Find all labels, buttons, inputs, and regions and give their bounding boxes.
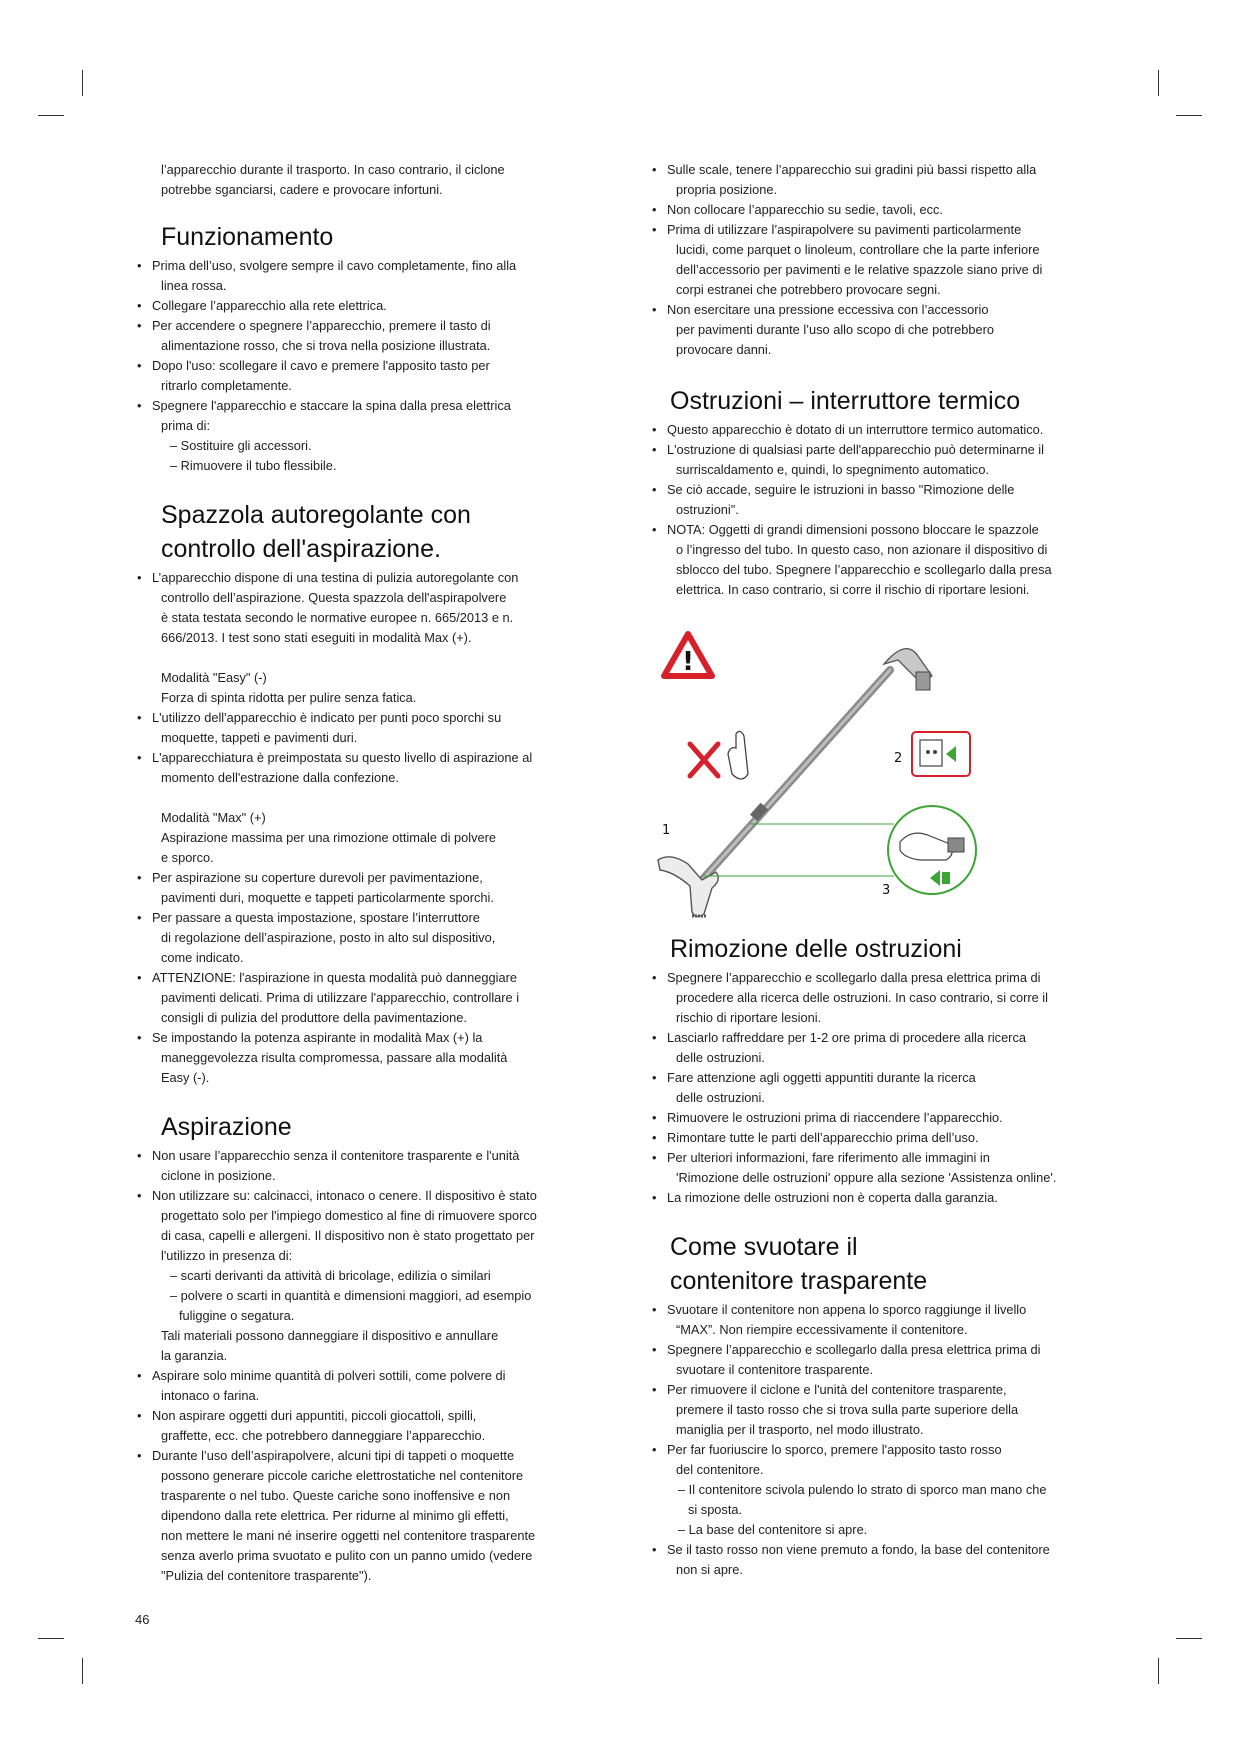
text-line: possono generare piccole cariche elettrostatiche nel contenitore — [161, 1468, 524, 1483]
right-column — [650, 160, 1105, 1580]
text-line: propria posizione. — [676, 182, 778, 197]
text-line: intonaco o farina. — [161, 1388, 260, 1403]
prohibited-hand-icon — [690, 731, 748, 779]
figure-label-1: 1 — [662, 823, 671, 838]
text-line: 666/2013. I test sono stati eseguiti in modalità Max (+). — [161, 630, 472, 645]
crop-mark — [1158, 1658, 1159, 1684]
bullet-list — [650, 1300, 1105, 1480]
heading-line: Spazzola autoregolante con — [161, 501, 471, 529]
list-item — [650, 1540, 1105, 1580]
list-item — [650, 1188, 1105, 1208]
list-item — [135, 396, 595, 436]
text-line: trasparente o nel tubo. Queste cariche sono inoffensive e non — [161, 1488, 511, 1503]
text-line: • NOTA: Oggetti di grandi dimensioni possono bloccare le spazzole — [667, 522, 1039, 537]
bullet-list — [135, 868, 595, 1088]
section-heading: Rimozione delle ostruzioni — [670, 935, 962, 963]
mode-easy-description: Forza di spinta ridotta per pulire senza fatica. — [161, 690, 417, 705]
text-line: progettato solo per l'impiego domestico al fine di rimuovere sporco — [161, 1208, 537, 1223]
text-line: per pavimenti durante l’uso allo scopo di che potrebbero — [676, 322, 994, 337]
section-heading: Ostruzioni – interruttore termico — [670, 387, 1021, 415]
list-item — [650, 1148, 1105, 1188]
bullet-list — [135, 568, 595, 648]
text-line: • Sulle scale, tenere l’apparecchio sui gradini più bassi rispetto alla — [667, 162, 1037, 177]
text-line: come indicato. — [161, 950, 244, 965]
unplug-icon — [912, 732, 970, 776]
sub-list — [650, 1480, 1105, 1540]
text-line: • Spegnere l’apparecchio e scollegarlo dalla presa elettrica prima di — [667, 970, 1041, 985]
text-line: l’apparecchio durante il trasporto. In caso contrario, il ciclone — [161, 162, 505, 177]
text-line: Easy (-). — [161, 1070, 210, 1085]
text-line: • Non utilizzare su: calcinacci, intonaco o cenere. Il dispositivo è stato — [152, 1188, 537, 1203]
section-aspirazione — [135, 1110, 595, 1586]
text-line: non mettere le mani né inserire oggetti nel contenitore trasparente — [161, 1528, 536, 1543]
text-line: lucidi, come parquet o linoleum, controllare che la parte inferiore — [676, 242, 1040, 257]
text-line: • Se ciò accade, seguire le istruzioni in basso "Rimozione delle — [667, 482, 1015, 497]
text-line: • Collegare l’apparecchio alla rete elettrica. — [152, 298, 387, 313]
sub-list — [135, 436, 595, 476]
list-item — [135, 1186, 595, 1266]
figure-label-2: 2 — [894, 751, 903, 766]
text-line: provocare danni. — [676, 342, 772, 357]
text-line: surriscaldamento e, quindi, lo spegnimento automatico. — [676, 462, 989, 477]
text-line: procedere alla ricerca delle ostruzioni. In caso contrario, si corre il — [676, 990, 1048, 1005]
text-line: dipendono dalla rete elettrica. Per ridurne al minimo gli effetti, — [161, 1508, 509, 1523]
crop-mark — [82, 70, 83, 96]
floor-nozzle — [658, 857, 718, 917]
text-line: • Per rimuovere il ciclone e l'unità del contenitore trasparente, — [667, 1382, 1007, 1397]
text-line: • La rimozione delle ostruzioni non è coperta dalla garanzia. — [667, 1190, 998, 1205]
mode-easy-heading: Modalità "Easy" (-) — [161, 670, 267, 685]
section-ostruzioni — [650, 384, 1105, 600]
text-line: corpi estranei che potrebbero provocare segni. — [676, 282, 941, 297]
bullet-list — [135, 1366, 595, 1586]
sub-item: – Il contenitore scivola pulendo lo strato di sporco man mano che — [678, 1482, 1047, 1497]
illustration-svg — [650, 624, 1105, 924]
text-line: pavimenti delicati. Prima di utilizzare l'apparecchio, controllare i — [161, 990, 520, 1005]
crop-mark — [1176, 1638, 1202, 1639]
figure-label-3: 3 — [882, 883, 891, 898]
crop-mark — [82, 1658, 83, 1684]
text-line: di casa, capelli e allergeni. Il dispositivo non è stato progettato per — [161, 1228, 535, 1243]
list-item — [650, 220, 1105, 300]
text-line: moquette, tappeti e pavimenti duri. — [161, 730, 358, 745]
text-line: • Non usare l’apparecchio senza il contenitore trasparente e l'unità — [152, 1148, 520, 1163]
section-heading: Funzionamento — [161, 223, 334, 251]
list-item — [650, 1028, 1105, 1068]
list-item — [650, 520, 1105, 600]
section-heading — [670, 1230, 1105, 1298]
text-line: • L'utilizzo dell'apparecchio è indicato per punti poco sporchi su — [152, 710, 502, 725]
bullet-list — [650, 160, 1105, 360]
list-item — [650, 1068, 1105, 1108]
text-line: maneggevolezza risulta compromessa, passare alla modalità — [161, 1050, 508, 1065]
section-heading: Aspirazione — [161, 1113, 292, 1141]
warning-mark: ! — [682, 647, 694, 677]
text-line: • Spegnere l’apparecchio e scollegarlo dalla presa elettrica prima di — [667, 1342, 1041, 1357]
text-line: del contenitore. — [676, 1462, 764, 1477]
text-line: controllo dell’aspirazione. Questa spazzola dell'aspirapolvere — [161, 590, 507, 605]
text-line: premere il tasto rosso che si trova sulla parte superiore della — [676, 1402, 1019, 1417]
text-line: • Aspirare solo minime quantità di polveri sottili, come polvere di — [152, 1368, 506, 1383]
text-line: sblocco del tubo. Spegnere l’apparecchio e scollegarlo dalla presa — [676, 562, 1052, 577]
sub-item: – Rimuovere il tubo flessibile. — [170, 458, 337, 473]
sub-item: – La base del contenitore si apre. — [678, 1522, 868, 1537]
text-line: • Se impostando la potenza aspirante in modalità Max (+) la — [152, 1030, 483, 1045]
text-line: e sporco. — [161, 850, 214, 865]
list-item — [650, 1108, 1105, 1128]
crop-mark — [38, 115, 64, 116]
text-line: • Questo apparecchio è dotato di un interruttore termico automatico. — [667, 422, 1044, 437]
sub-list — [135, 1266, 595, 1326]
page-number: 46 — [135, 1612, 150, 1627]
list-item — [650, 1340, 1105, 1380]
text-line: “MAX”. Non riempire eccessivamente il contenitore. — [676, 1322, 968, 1337]
sub-item: fuliggine o segatura. — [179, 1308, 295, 1323]
bullet-list — [135, 1146, 595, 1266]
text-line: Tali materiali possono danneggiare il dispositivo e annullare — [161, 1328, 499, 1343]
text-line: Aspirazione massima per una rimozione ottimale di polvere — [161, 830, 497, 845]
text-line: • Non collocare l’apparecchio su sedie, tavoli, ecc. — [667, 202, 943, 217]
bullet-list — [135, 708, 595, 788]
section-funzionamento — [135, 220, 595, 476]
text-line: • Rimuovere le ostruzioni prima di riaccendere l’apparecchio. — [667, 1110, 1003, 1125]
list-item — [650, 1440, 1105, 1480]
list-item — [135, 1446, 595, 1586]
text-line: pavimenti duri, moquette e tappeti particolarmente sporchi. — [161, 890, 494, 905]
list-item — [135, 356, 595, 396]
plain-text — [135, 1326, 595, 1366]
text-line: dell’accessorio per pavimenti e le relative spazzole siano prive di — [676, 262, 1043, 277]
text-line: ritrarlo completamente. — [161, 378, 292, 393]
list-item — [135, 748, 595, 788]
text-line: • Non aspirare oggetti duri appuntiti, piccoli giocattoli, spilli, — [152, 1408, 477, 1423]
text-line: • Rimontare tutte le parti dell’apparecchio prima dell’uso. — [667, 1130, 979, 1145]
text-line: • Spegnere l'apparecchio e staccare la spina dalla presa elettrica — [152, 398, 511, 413]
list-item — [650, 200, 1105, 220]
list-item — [135, 968, 595, 1028]
text-line: non si apre. — [676, 1562, 743, 1577]
bullet-list — [650, 968, 1105, 1208]
list-item — [135, 256, 595, 296]
text-line: o l’ingresso del tubo. In questo caso, non azionare il dispositivo di — [676, 542, 1048, 557]
list-item — [135, 868, 595, 908]
bullet-list — [650, 420, 1105, 600]
section-heading — [161, 498, 595, 566]
intro-text — [135, 160, 595, 200]
text-line: • Per far fuoriuscire lo sporco, premere l'apposito tasto rosso — [667, 1442, 1002, 1457]
text-line: • Se il tasto rosso non viene premuto a fondo, la base del contenitore — [667, 1542, 1050, 1557]
obstruction-illustration — [650, 624, 1105, 924]
list-item — [650, 968, 1105, 1028]
text-line: ostruzioni". — [676, 502, 739, 517]
text-line: consigli di pulizia del produttore della pavimentazione. — [161, 1010, 467, 1025]
text-line: • Per ulteriori informazioni, fare riferimento alle immagini in — [667, 1150, 990, 1165]
text-line: di regolazione dell’aspirazione, posto in alto sul dispositivo, — [161, 930, 496, 945]
crop-mark — [1158, 70, 1159, 96]
mode-max-heading: Modalità "Max" (+) — [161, 810, 266, 825]
bullet-list — [135, 256, 595, 436]
list-item — [135, 1028, 595, 1088]
list-item — [135, 568, 595, 648]
list-item — [135, 316, 595, 356]
heading-line: contenitore trasparente — [670, 1267, 928, 1295]
text-line: • Durante l’uso dell’aspirapolvere, alcuni tipi di tappeti o moquette — [152, 1448, 515, 1463]
list-item — [135, 1146, 595, 1186]
list-item — [650, 440, 1105, 480]
text-line: maniglia per il trasporto, nel modo illustrato. — [676, 1422, 924, 1437]
text-line: delle ostruzioni. — [676, 1090, 765, 1105]
left-column — [135, 160, 595, 1586]
text-line: senza averlo prima svuotato e pulito con un panno umido (vedere — [161, 1548, 533, 1563]
list-item — [650, 420, 1105, 440]
text-line: è stata testata secondo le normative europee n. 665/2013 e n. — [161, 610, 514, 625]
text-line: 'Rimozione delle ostruzioni' oppure alla sezione 'Assistenza online'. — [676, 1170, 1057, 1185]
text-line: alimentazione rosso, che si trova nella posizione illustrata. — [161, 338, 491, 353]
text-line: • Per passare a questa impostazione, spostare l’interruttore — [152, 910, 480, 925]
text-line: • Prima dell’uso, svolgere sempre il cavo completamente, fino alla — [152, 258, 517, 273]
bullet-list — [650, 1540, 1105, 1580]
list-item — [650, 1300, 1105, 1340]
heading-line: Come svuotare il — [670, 1233, 858, 1261]
heading-line: controllo dell'aspirazione. — [161, 535, 441, 563]
text-line: la garanzia. — [161, 1348, 228, 1363]
text-line: • ATTENZIONE: l'aspirazione in questa modalità può danneggiare — [152, 970, 517, 985]
list-item — [135, 1406, 595, 1446]
text-line: rischio di riportare lesioni. — [676, 1010, 822, 1025]
list-item — [650, 160, 1105, 200]
text-line: • Non esercitare una pressione eccessiva con l’accessorio — [667, 302, 989, 317]
text-line: • Dopo l'uso: scollegare il cavo e premere l'apposito tasto per — [152, 358, 490, 373]
text-line: • Prima di utilizzare l’aspirapolvere su pavimenti particolarmente — [667, 222, 1022, 237]
text-line: • L'apparecchiatura è preimpostata su questo livello di aspirazione al — [152, 750, 533, 765]
text-line: • Per aspirazione su coperture durevoli per pavimentazione, — [152, 870, 483, 885]
list-item — [650, 1380, 1105, 1440]
text-line: prima di: — [161, 418, 211, 433]
section-svuotare — [650, 1230, 1105, 1580]
text-line: • L’apparecchio dispone di una testina di pulizia autoregolante con — [152, 570, 519, 585]
sub-item: – polvere o scarti in quantità e dimensioni maggiori, ad esempio — [170, 1288, 532, 1303]
list-item — [135, 1366, 595, 1406]
text-line: linea rossa. — [161, 278, 227, 293]
text-line: potrebbe sganciarsi, cadere e provocare infortuni. — [161, 182, 443, 197]
text-line: elettrica. In caso contrario, si corre il rischio di riportare lesioni. — [676, 582, 1030, 597]
warning-icon — [664, 634, 712, 677]
crop-mark — [1176, 115, 1202, 116]
text-line: graffette, ecc. che potrebbero danneggiare l’apparecchio. — [161, 1428, 486, 1443]
text-line: momento dell'estrazione dalla confezione. — [161, 770, 399, 785]
section-rimozione — [650, 932, 1105, 1208]
text-line: • Per accendere o spegnere l’apparecchio, premere il tasto di — [152, 318, 491, 333]
text-line: svuotare il contenitore trasparente. — [676, 1362, 874, 1377]
list-item — [135, 296, 595, 316]
text-line: l'utilizzo in presenza di: — [161, 1248, 293, 1263]
text-line: • L'ostruzione di qualsiasi parte dell'apparecchio può determinarne il — [667, 442, 1044, 457]
mode-max-description — [135, 828, 595, 868]
text-line: • Svuotare il contenitore non appena lo sporco raggiunge il livello — [667, 1302, 1027, 1317]
list-item — [135, 908, 595, 968]
text-line: • Fare attenzione agli oggetti appuntiti durante la ricerca — [667, 1070, 976, 1085]
crop-mark — [38, 1638, 64, 1639]
text-line: • Lasciarlo raffreddare per 1-2 ore prima di procedere alla ricerca — [667, 1030, 1026, 1045]
sub-item: – Sostituire gli accessori. — [170, 438, 312, 453]
tube-release-icon — [888, 806, 976, 894]
text-line: "Pulizia del contenitore trasparente"). — [161, 1568, 372, 1583]
text-line: ciclone in posizione. — [161, 1168, 276, 1183]
sub-item: – scarti derivanti da attività di bricolage, edilizia o similari — [170, 1268, 491, 1283]
list-item — [135, 708, 595, 748]
section-spazzola — [135, 498, 595, 1088]
list-item — [650, 480, 1105, 520]
list-item — [650, 300, 1105, 360]
list-item — [650, 1128, 1105, 1148]
sub-item: si sposta. — [688, 1502, 743, 1517]
text-line: delle ostruzioni. — [676, 1050, 765, 1065]
